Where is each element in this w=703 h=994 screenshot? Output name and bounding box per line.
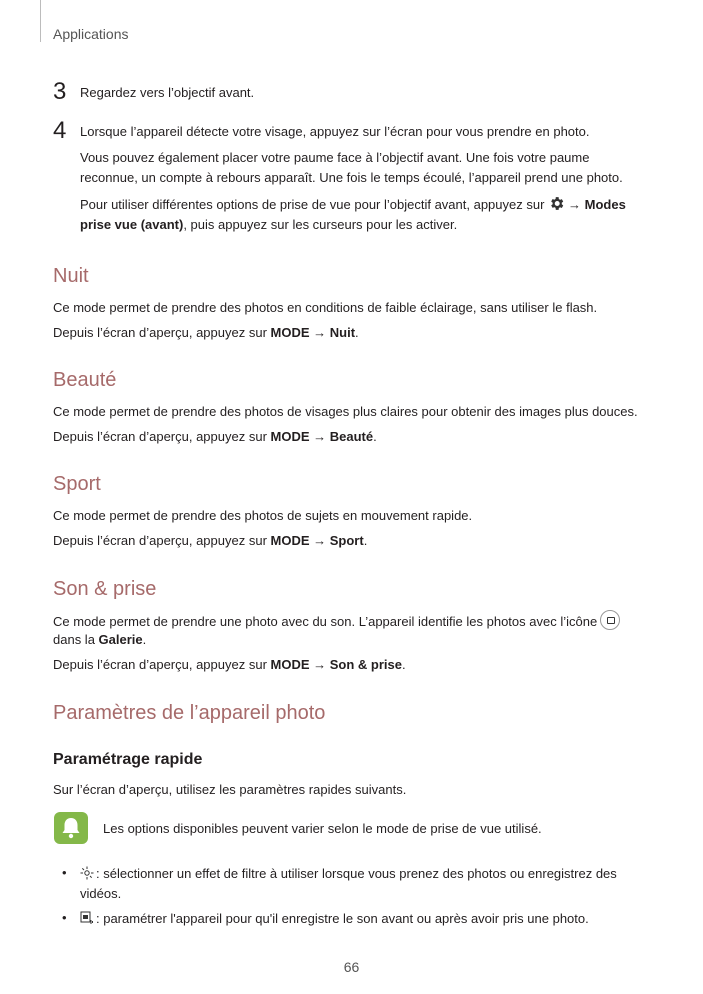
note-text: Les options disponibles peuvent varier selon le mode de prise de vue utilisé. <box>103 821 542 836</box>
bullet-1-line-2: vidéos. <box>80 886 122 901</box>
path-target: Beauté <box>329 429 374 444</box>
gallery-label: Galerie <box>98 632 143 647</box>
section-header: Applications <box>53 26 129 42</box>
heading-settings: Paramètres de l’appareil photo <box>53 702 326 724</box>
page-number: 66 <box>343 959 360 975</box>
options-end-text: , puis appuyez sur les curseurs pour les activer. <box>183 217 458 232</box>
path-target: Son & prise <box>329 657 402 672</box>
sport-path <box>53 531 367 551</box>
step-4-text: Lorsque l’appareil détecte votre visage, appuyez sur l’écran pour vous prendre en photo. <box>80 124 590 139</box>
step-4-note-line-1: Vous pouvez également placer votre paume face à l’objectif avant. Une fois votre paume <box>80 150 590 165</box>
modes-label: → Modes <box>568 197 626 212</box>
options-text: Pour utiliser différentes options de prise de vue pour l’objectif avant, appuyez sur <box>80 197 545 212</box>
sport-desc: Ce mode permet de prendre des photos de sujets en mouvement rapide. <box>53 508 473 523</box>
son-prise-desc-text: Ce mode permet de prendre une photo avec du son. L’appareil identifie les photos avec l’icône <box>53 614 598 629</box>
bullet-1 <box>80 864 617 884</box>
path-arrow: → <box>309 325 330 340</box>
step-4-options-line-2 <box>80 215 457 235</box>
path-mode: MODE <box>270 533 310 548</box>
path-arrow: → <box>309 657 330 672</box>
step-number-4: 4 <box>53 117 67 144</box>
heading-nuit: Nuit <box>53 265 89 287</box>
heading-son-prise: Son & prise <box>53 578 157 600</box>
note-icon <box>54 812 88 844</box>
path-target: Sport <box>329 533 364 548</box>
path-mode: MODE <box>270 429 310 444</box>
settings-intro: Sur l’écran d’aperçu, utilisez les paramètres rapides suivants. <box>53 782 407 797</box>
heading-beaute: Beauté <box>53 369 117 391</box>
filter-effect-icon <box>80 866 94 880</box>
path-pre: Depuis l’écran d’aperçu, appuyez sur <box>53 325 271 340</box>
desc2-pre: dans la <box>53 632 99 647</box>
step-3-text: Regardez vers l’objectif avant. <box>80 85 255 100</box>
path-end: . <box>363 533 368 548</box>
nuit-path <box>53 323 359 343</box>
step-4-note-line-2: reconnue, un compte à rebours apparaît. Une fois le temps écoulé, l’appareil prend une photo. <box>80 170 623 185</box>
path-target: Nuit <box>329 325 356 340</box>
sound-shot-setting-icon <box>80 911 94 925</box>
path-arrow: → <box>309 429 330 444</box>
path-end: . <box>355 325 359 340</box>
path-mode: MODE <box>270 325 310 340</box>
son-prise-desc <box>53 610 620 632</box>
step-number-3: 3 <box>53 78 67 105</box>
bullet-marker-1: • <box>62 865 67 880</box>
front-modes-label: prise vue (avant) <box>80 217 184 232</box>
beaute-path <box>53 427 377 447</box>
gear-icon <box>548 195 565 212</box>
bullet-1-text: : sélectionner un effet de filtre à utiliser lorsque vous prenez des photos ou enregistrez des <box>96 866 617 881</box>
step-4-options-line <box>80 195 626 215</box>
path-mode: MODE <box>270 657 310 672</box>
sound-shot-icon <box>600 610 620 630</box>
path-pre: Depuis l’écran d’aperçu, appuyez sur <box>53 657 271 672</box>
path-arrow: → <box>309 533 330 548</box>
bullet-marker-2: • <box>62 910 67 925</box>
son-prise-desc-2 <box>53 630 146 650</box>
nuit-desc: Ce mode permet de prendre des photos en conditions de faible éclairage, sans utiliser le flash. <box>53 300 598 315</box>
path-pre: Depuis l’écran d’aperçu, appuyez sur <box>53 429 271 444</box>
son-prise-path <box>53 655 406 675</box>
subheading-quick-settings: Paramétrage rapide <box>53 751 203 768</box>
beaute-desc: Ce mode permet de prendre des photos de visages plus claires pour obtenir des images plus douces. <box>53 404 638 419</box>
path-end: . <box>402 657 406 672</box>
bullet-2 <box>80 909 589 929</box>
path-end: . <box>373 429 377 444</box>
bullet-2-text: : paramétrer l'appareil pour qu'il enregistre le son avant ou après avoir pris une photo. <box>96 911 589 926</box>
desc2-end: . <box>142 632 147 647</box>
header-divider <box>40 0 41 42</box>
heading-sport: Sport <box>53 473 101 495</box>
path-pre: Depuis l’écran d’aperçu, appuyez sur <box>53 533 271 548</box>
